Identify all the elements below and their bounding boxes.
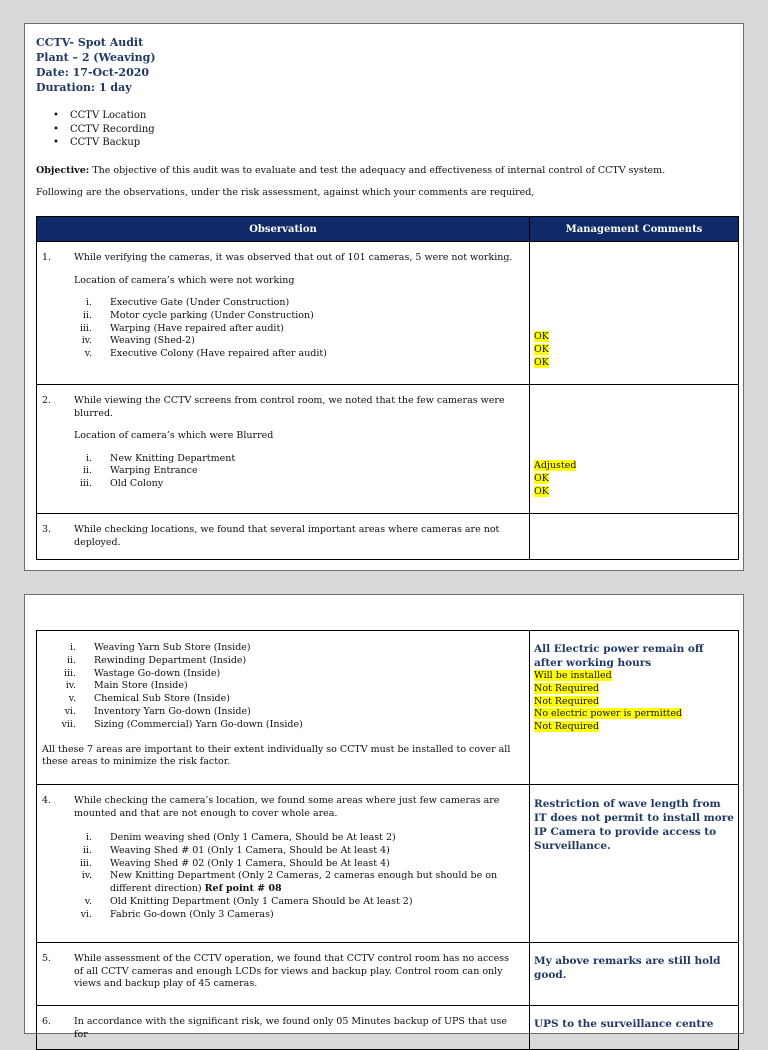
scope-item: • CCTV Backup xyxy=(36,136,740,150)
table-row xyxy=(37,631,739,785)
location-list xyxy=(58,297,521,361)
comment-text: No electric power is permitted xyxy=(534,708,683,720)
report-duration: Duration: 1 day xyxy=(36,81,132,94)
scope-item: • CCTV Location xyxy=(36,109,740,123)
objective-paragraph xyxy=(36,164,740,177)
comment-text: Adjusted xyxy=(534,460,577,471)
observation-table-continued xyxy=(36,630,739,1050)
observation-subheading: Location of camera’s which were not working xyxy=(74,274,295,286)
comment-text: Will be installed xyxy=(534,670,612,681)
list-item: ii. Motor cycle parking (Under Construction) xyxy=(82,309,314,321)
comment-text: My above remarks are still hold good. xyxy=(534,955,721,981)
scope-list xyxy=(36,109,740,150)
document-page-2 xyxy=(24,594,744,1040)
scope-item: • CCTV Recording xyxy=(36,123,740,137)
list-item: ii. Warping Entrance xyxy=(82,465,198,477)
observation-cell: 6. In accordance with the significant risk, we found only 05 Minutes backup of UPS that use for xyxy=(37,1006,530,1050)
list-item: ii. Weaving Shed # 01 (Only 1 Camera, Should be At least 4) xyxy=(82,844,390,856)
observation-number: 1. xyxy=(42,252,52,263)
list-item: vi. Fabric Go-down (Only 3 Cameras) xyxy=(80,908,274,920)
comment-cell xyxy=(530,1006,739,1050)
comment-text: OK xyxy=(534,356,549,368)
observation-cell: 4. While checking the camera’s location, we found some areas where just few cameras are mounted and that are not enough to cover whole area. i. Denim weaving shed (Only 1 Camera, Should be At least 2) ii. Weaving Shed # 01 (Only 1 Camera, Should be At least 4) iii. Weaving Shed # 02 (Only 1 Camera, Should be At least 4) iv. New Knitting Department (Only 2 Cameras, 2 cameras enough but should be on different direction) Ref point # 08 v. Old Knitting Department (Only 1 Camera Should be At least 2) vi. Fabric Go-down (Only 3 Cameras) xyxy=(37,785,530,943)
observation-cell: 2. While viewing the CCTV screens from control room, we noted that the few cameras were blurred. Location of camera’s which were Blurred i. New Knitting Department ii. Warping Entrance iii. Old Colony xyxy=(37,385,530,514)
comment-text: OK xyxy=(534,485,549,497)
observation-column-header: Observation xyxy=(37,217,530,242)
observation-table xyxy=(36,216,739,560)
list-item: iv. New Knitting Department (Only 2 Cameras, 2 cameras enough but should be on different direction) Ref point # 08 xyxy=(81,870,498,895)
following-paragraph: Following are the observations, under the risk assessment, against which your comments are required, xyxy=(36,187,535,198)
observation-cell: 3. While checking locations, we found that several important areas where cameras are not deployed. xyxy=(37,514,530,560)
observation-text: While checking the camera’s location, we found some areas where just few cameras are mounted and that are not enough to cover whole area. xyxy=(74,795,500,819)
objective-text: The objective of this audit was to evaluate and test the adequacy and effectiveness of internal control of CCTV system. xyxy=(89,165,666,176)
comment-text: OK xyxy=(534,331,549,342)
table-row xyxy=(37,514,739,560)
report-title: CCTV- Spot Audit xyxy=(36,36,144,49)
list-item: v. Chemical Sub Store (Inside) xyxy=(68,693,230,705)
report-header xyxy=(36,35,740,95)
observation-cell xyxy=(37,242,530,385)
comment-text: Not Required xyxy=(534,695,600,707)
comment-text: Not Required xyxy=(534,721,600,733)
objective-label: Objective: xyxy=(36,165,90,176)
location-list xyxy=(58,453,521,491)
list-item: vii. Sizing (Commercial) Yarn Go-down (Inside) xyxy=(61,718,303,730)
list-item: ii. Rewinding Department (Inside) xyxy=(66,654,247,666)
observation-cell xyxy=(37,631,530,785)
table-row xyxy=(37,242,739,385)
comment-heading: All Electric power remain off after working hours xyxy=(534,643,704,669)
list-item: iii. Old Colony xyxy=(79,478,164,490)
list-item: iii. Wastage Go-down (Inside) xyxy=(63,667,221,679)
table-row xyxy=(37,943,739,1006)
document-page-1 xyxy=(24,23,744,571)
observation-text: While verifying the cameras, it was observed that out of 101 cameras, 5 were not working. xyxy=(74,252,513,263)
location-list xyxy=(58,832,521,922)
list-item: iv. Main Store (Inside) xyxy=(65,680,188,692)
observation-text: While assessment of the CCTV operation, we found that CCTV control room has no access of all CCTV cameras and enough LCDs for views and backup play. Control room can only views and backup play of 45 cameras. xyxy=(74,953,509,989)
report-plant: Plant – 2 (Weaving) xyxy=(36,51,156,64)
comment-text: UPS to the surveillance centre xyxy=(534,1018,714,1030)
comment-cell xyxy=(530,943,739,1006)
comment-cell xyxy=(530,514,739,560)
observation-text: While viewing the CCTV screens from control room, we noted that the few cameras were blurred. xyxy=(74,395,505,419)
list-item: iv. Weaving (Shed-2) xyxy=(81,335,195,347)
ref-point: Ref point # 08 xyxy=(204,883,282,895)
list-item: i. Executive Gate (Under Construction) xyxy=(85,297,290,308)
list-item: iii. Weaving Shed # 02 (Only 1 Camera, Should be At least 4) xyxy=(79,857,390,869)
comment-cell xyxy=(530,631,739,785)
table-row xyxy=(37,1006,739,1050)
table-row xyxy=(37,785,739,943)
observation-text: While checking locations, we found that several important areas where cameras are not deployed. xyxy=(74,524,500,548)
comment-cell xyxy=(530,385,739,514)
observation-text: In accordance with the significant risk, we found only 05 Minutes backup of UPS that use for xyxy=(74,1016,507,1040)
table-row xyxy=(37,385,739,514)
list-item: i. Weaving Yarn Sub Store (Inside) xyxy=(69,642,251,653)
comment-text: Not Required xyxy=(534,682,600,694)
comment-text: OK xyxy=(534,472,549,484)
list-item: vi. Inventory Yarn Go-down (Inside) xyxy=(64,705,251,717)
comment-text: OK xyxy=(534,343,549,355)
report-date: Date: 17-Oct-2020 xyxy=(36,66,150,79)
comment-cell xyxy=(530,242,739,385)
observation-cell: 5. While assessment of the CCTV operation, we found that CCTV control room has no access of all CCTV cameras and enough LCDs for views and backup play. Control room can only views and backup play of 45 cameras. xyxy=(37,943,530,1006)
observation-note: All these 7 areas are important to their extent individually so CCTV must be installed to cover all these areas to minimize the risk factor. xyxy=(42,743,511,768)
list-item: v. Old Knitting Department (Only 1 Camera Should be At least 2) xyxy=(84,895,413,907)
observation-subheading: Location of camera’s which were Blurred xyxy=(74,430,274,441)
list-item: i. Denim weaving shed (Only 1 Camera, Should be At least 2) xyxy=(85,832,396,843)
list-item: v. Executive Colony (Have repaired after audit) xyxy=(84,348,327,360)
comments-column-header: Management Comments xyxy=(530,217,739,242)
comment-text: Restriction of wave length from IT does not permit to install more IP Camera to provide access to Surveillance. xyxy=(534,798,734,852)
list-item: i. New Knitting Department xyxy=(85,452,236,464)
location-list xyxy=(42,642,521,732)
comment-cell xyxy=(530,785,739,943)
list-item: iii. Warping (Have repaired after audit) xyxy=(79,322,284,334)
